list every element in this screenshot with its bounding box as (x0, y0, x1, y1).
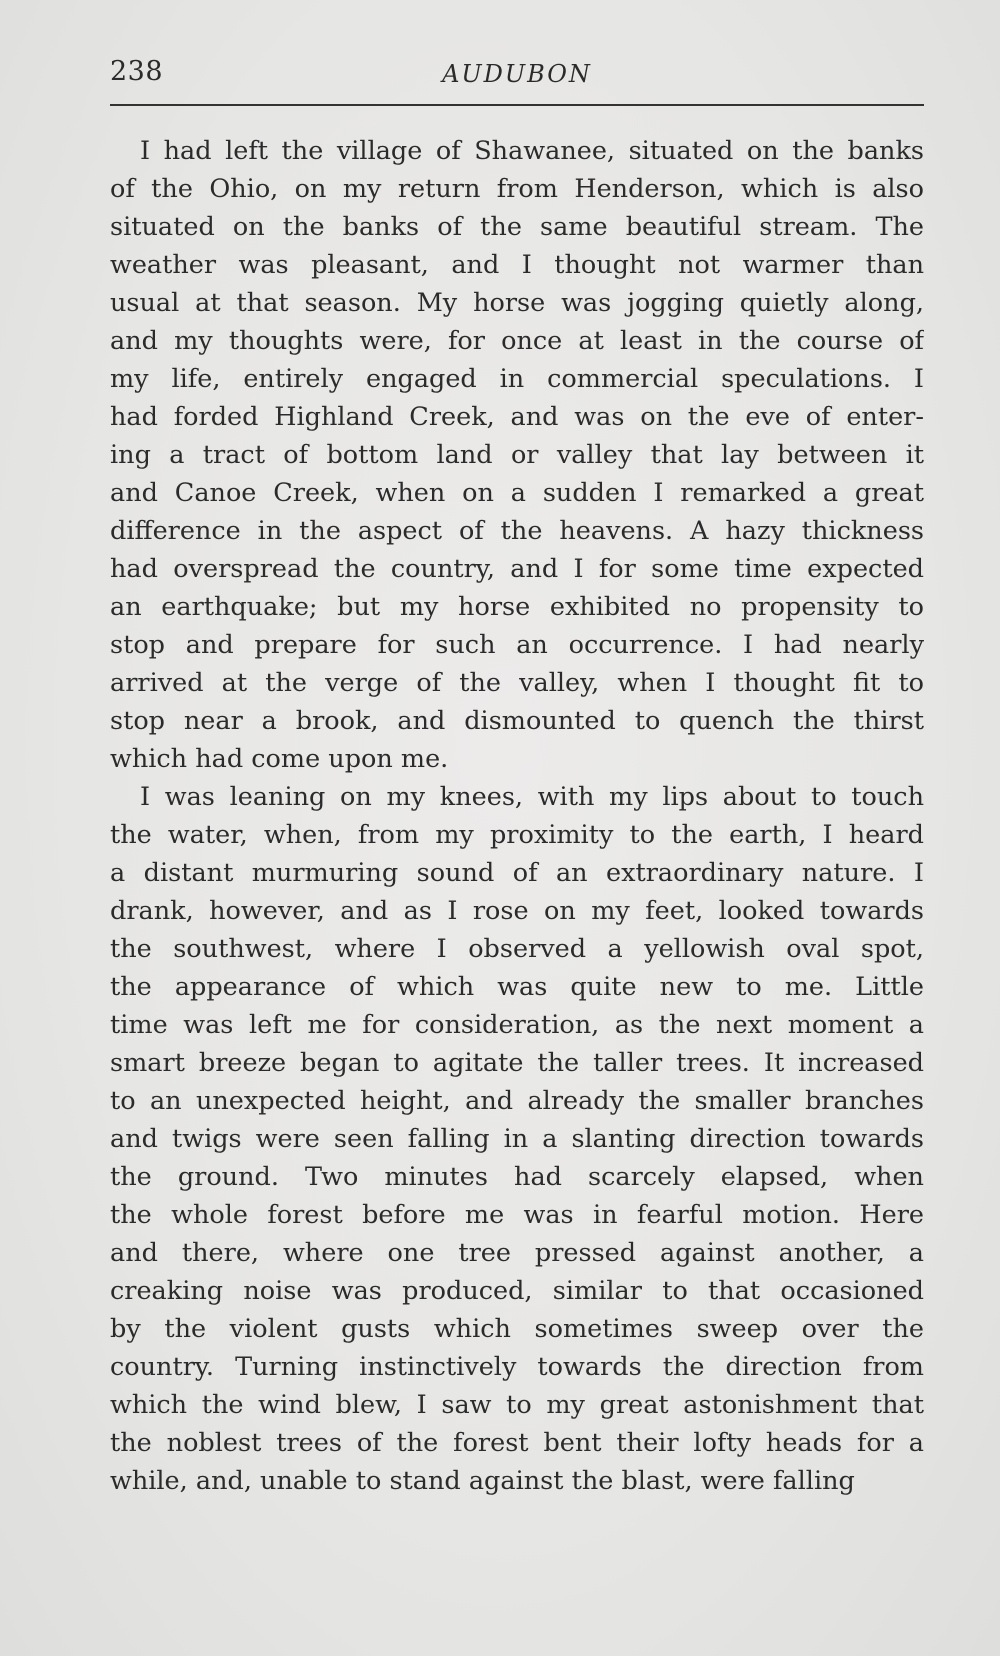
text-line: creaking noise was produced, similar to that occasioned (110, 1276, 924, 1306)
text-line: smart breeze began to agitate the taller trees. It increased (110, 1048, 924, 1078)
text-line: situated on the banks of the same beautiful stream. The (110, 212, 924, 242)
text-line: the water, when, from my proximity to the earth, I heard (110, 820, 924, 850)
text-line: which had come upon me. (110, 744, 449, 774)
text-line: I had left the village of Shawanee, situated on the banks (140, 136, 924, 166)
text-line: weather was pleasant, and I thought not warmer than (110, 250, 924, 280)
text-line: stop near a brook, and dismounted to quench the thirst (110, 706, 924, 736)
text-line: to an unexpected height, and already the smaller branches (110, 1086, 924, 1116)
text-line: ing a tract of bottom land or valley that lay between it (110, 440, 924, 470)
text-line: my life, entirely engaged in commercial speculations. I (110, 364, 924, 394)
text-line: and there, where one tree pressed against another, a (110, 1238, 924, 1268)
text-line: difference in the aspect of the heavens. A hazy thickness (110, 516, 924, 546)
page-number: 238 (110, 56, 164, 87)
text-line: and my thoughts were, for once at least in the course of (110, 326, 924, 356)
text-line: an earthquake; but my horse exhibited no propensity to (110, 592, 924, 622)
body-text (110, 132, 924, 1500)
text-line: I was leaning on my knees, with my lips about to touch (140, 782, 924, 812)
text-line: the noblest trees of the forest bent their lofty heads for a (110, 1428, 924, 1458)
page-header (110, 56, 924, 98)
text-line: the appearance of which was quite new to me. Little (110, 972, 924, 1002)
text-line: drank, however, and as I rose on my feet, looked towards (110, 896, 924, 926)
text-line: the whole forest before me was in fearful motion. Here (110, 1200, 924, 1230)
text-line: had overspread the country, and I for some time expected (110, 554, 924, 584)
text-line: which the wind blew, I saw to my great astonishment that (110, 1390, 924, 1420)
header-rule (110, 104, 924, 106)
text-line: the ground. Two minutes had scarcely elapsed, when (110, 1162, 924, 1192)
paragraph (110, 778, 924, 1500)
text-line: by the violent gusts which sometimes sweep over the (110, 1314, 924, 1344)
paragraph (110, 132, 924, 778)
text-line: time was left me for consideration, as the next moment a (110, 1010, 924, 1040)
text-line: arrived at the verge of the valley, when I thought fit to (110, 668, 924, 698)
text-line: had forded Highland Creek, and was on the eve of enter- (110, 402, 924, 432)
text-line: and twigs were seen falling in a slanting direction towards (110, 1124, 924, 1154)
text-line: a distant murmuring sound of an extraordinary nature. I (110, 858, 924, 888)
running-head: AUDUBON (442, 60, 592, 88)
text-line: the southwest, where I observed a yellowish oval spot, (110, 934, 924, 964)
text-line: stop and prepare for such an occurrence. I had nearly (110, 630, 924, 660)
text-line: country. Turning instinctively towards the direction from (110, 1352, 924, 1382)
text-line: and Canoe Creek, when on a sudden I remarked a great (110, 478, 924, 508)
text-line: while, and, unable to stand against the blast, were falling (110, 1466, 855, 1496)
text-line: usual at that season. My horse was jogging quietly along, (110, 288, 924, 318)
text-line: of the Ohio, on my return from Henderson, which is also (110, 174, 924, 204)
